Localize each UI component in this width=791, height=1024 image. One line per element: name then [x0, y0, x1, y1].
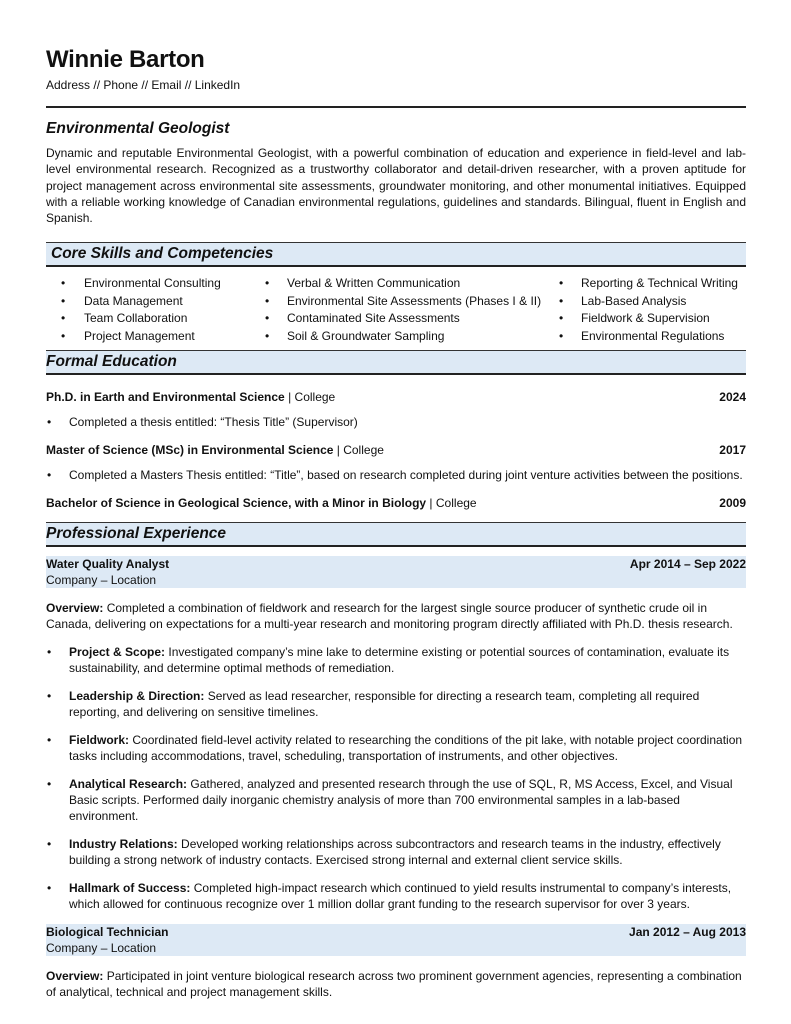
skill-item: • Team Collaboration: [46, 310, 264, 328]
skill-item: • Environmental Site Assessments (Phases I & II): [264, 293, 544, 311]
graduation-year: 2009: [719, 496, 746, 511]
header-divider: [46, 106, 746, 108]
job-header: [46, 924, 746, 956]
graduation-year: 2024: [719, 390, 746, 405]
skills-column-1: [46, 275, 264, 345]
job-company: Company – Location: [46, 941, 157, 956]
education-entry-bsc: [46, 495, 746, 511]
job-dates: Apr 2014 – Sep 2022: [629, 557, 746, 572]
resume-page: [46, 46, 746, 1000]
education-entry-phd: [46, 389, 746, 405]
job-bullet: [46, 880, 746, 912]
contact-line: Address // Phone // Email // LinkedIn: [46, 78, 241, 92]
job-company: Company – Location: [46, 573, 157, 588]
bullet-text: Gathered, analyzed and presented research through the use of SQL, R, MS Access, Excel, and Visual Basic scripts. Performed daily inorganic chemistry analysis of more than 700 environmental samples in a lab-based environment.: [69, 777, 733, 824]
job-overview: [46, 600, 746, 632]
overview-label: Overview:: [46, 601, 104, 616]
job-title: Water Quality Analyst: [46, 557, 170, 572]
skill-item: • Soil & Groundwater Sampling: [264, 328, 544, 346]
bullet-label: Analytical Research:: [69, 777, 188, 792]
job-dates: Jan 2012 – Aug 2013: [629, 925, 746, 940]
degree-title: Master of Science (MSc) in Environmental Science: [46, 443, 334, 458]
summary-paragraph: Dynamic and reputable Environmental Geologist, with a powerful combination of education and experience in field-level and lab-level environmental research. Recognized as a trustworthy collaborator and detail-driven researcher, with a proven aptitude for project management across environmental site assessments, groundwater monitoring, and other monumental initiatives. Equipped with a reliable working knowledge of Canadian environmental regulations, guidelines and standards. Bilingual, fluent in English and Spanish.: [46, 146, 746, 226]
skill-item: • Project Management: [46, 328, 264, 346]
bullet-label: Industry Relations:: [69, 837, 178, 852]
section-heading-skills: Core Skills and Competencies: [46, 242, 746, 267]
skill-item: • Fieldwork & Supervision: [544, 310, 744, 328]
education-note: • Completed a Masters Thesis entitled: “Title”, based on research completed during joint venture activities between the positions.: [46, 467, 746, 483]
school-name: College: [294, 390, 336, 405]
job-bullet: [46, 644, 746, 676]
separator: |: [426, 496, 436, 511]
job-header: [46, 556, 746, 588]
section-heading-education: Formal Education: [46, 350, 746, 375]
bullet-label: Project & Scope:: [69, 645, 166, 660]
job-title: Biological Technician: [46, 925, 169, 940]
school-name: College: [435, 496, 477, 511]
job-bullet: [46, 776, 746, 824]
candidate-name: Winnie Barton: [46, 46, 205, 73]
separator: |: [284, 390, 295, 405]
section-heading-experience: Professional Experience: [46, 522, 746, 547]
headline-title: Environmental Geologist: [46, 120, 230, 137]
separator: |: [333, 443, 344, 458]
school-name: College: [343, 443, 384, 458]
education-entry-msc: [46, 442, 746, 458]
skill-item: • Contaminated Site Assessments: [264, 310, 544, 328]
graduation-year: 2017: [719, 443, 746, 458]
bullet-text: Developed working relationships across subcontractors and research teams in the industry, effectively building a strong network of industry contacts. Exercised strong internal and external client service skills.: [69, 837, 721, 868]
skill-item: • Lab-Based Analysis: [544, 293, 744, 311]
skills-column-3: [544, 275, 744, 345]
bullet-text: Served as lead researcher, responsible for directing a research team, completing all required reporting, and delivering on sensitive timelines.: [69, 689, 700, 720]
skill-item: • Reporting & Technical Writing: [544, 275, 744, 293]
bullet-text: Investigated company’s mine lake to determine existing or potential sources of contamination, evaluate its sustainability, and determine optimal methods of remediation.: [69, 645, 730, 676]
education-note: • Completed a thesis entitled: “Thesis Title” (Supervisor): [46, 414, 746, 430]
bullet-label: Leadership & Direction:: [69, 689, 205, 704]
skill-item: • Environmental Consulting: [46, 275, 264, 293]
skills-column-2: [264, 275, 544, 345]
skill-item: • Verbal & Written Communication: [264, 275, 544, 293]
degree-title: Ph.D. in Earth and Environmental Science: [46, 390, 285, 405]
job-overview: [46, 968, 746, 1000]
degree-title: Bachelor of Science in Geological Science, with a Minor in Biology: [46, 496, 427, 511]
job-bullet: [46, 836, 746, 868]
bullet-text: Coordinated field-level activity related to researching the conditions of the pit lake, with notable project coordination tasks including accommodations, travel, scheduling, transportation of instruments, and other objectives.: [69, 733, 743, 764]
overview-text: Participated in joint venture biological research across two prominent government agencies, representing a combination of analytical, technical and project management skills.: [46, 969, 742, 1000]
overview-label: Overview:: [46, 969, 104, 984]
job-bullet: [46, 732, 746, 764]
job-bullet: [46, 688, 746, 720]
skill-item: • Data Management: [46, 293, 264, 311]
skill-item: • Environmental Regulations: [544, 328, 744, 346]
bullet-text: Completed high-impact research which continued to yield results instrumental to company’s interests, which allowed for continuous recognize over 1 million dollar grant funding to the research supervisor for over 3 years.: [69, 881, 732, 912]
bullet-label: Hallmark of Success:: [69, 881, 191, 896]
bullet-label: Fieldwork:: [69, 733, 130, 748]
skills-grid: [46, 275, 746, 345]
overview-text: Completed a combination of fieldwork and research for the largest single source producer of synthetic crude oil in Canada, delivering on expectations for a multi-year research and monitoring program directly affiliated with Ph.D. thesis research.: [46, 601, 733, 632]
job-bullet-list: [46, 644, 746, 912]
